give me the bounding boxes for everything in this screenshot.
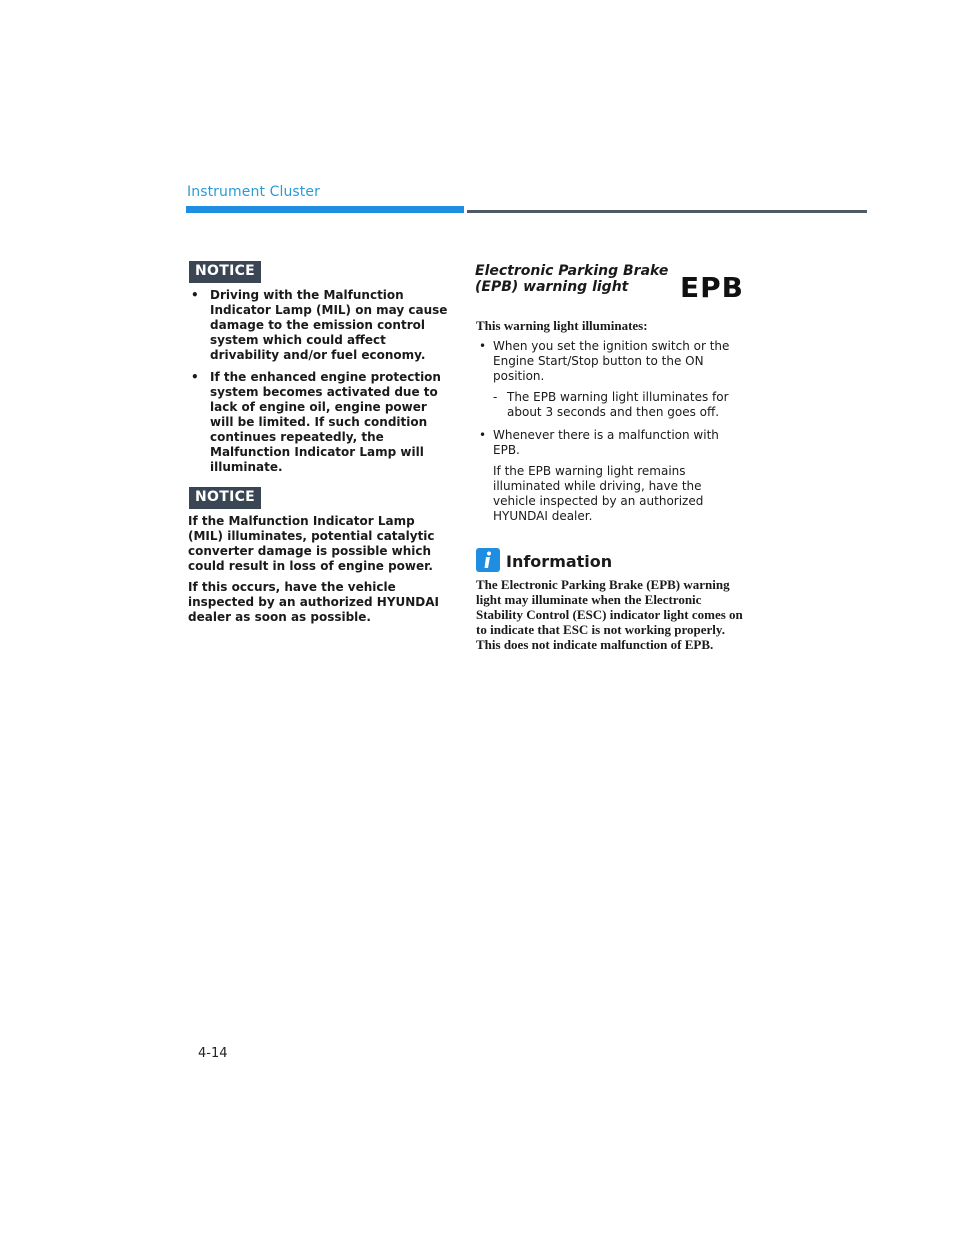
- list-item: • Driving with the Malfunction Indicator Lamp (MIL) on may cause damage to the emission control system which could affect drivability and/or fuel economy.: [188, 288, 450, 363]
- notice-badge: NOTICE: [189, 261, 261, 283]
- notice-badge: NOTICE: [189, 487, 261, 509]
- epb-list: [476, 339, 734, 524]
- list-item-paragraph: If the EPB warning light remains illuminated while driving, have the vehicle inspected by an authorized HYUNDAI dealer.: [493, 464, 704, 523]
- info-title: Information: [506, 552, 613, 571]
- header-rule: [467, 210, 867, 213]
- section-title: Instrument Cluster: [187, 184, 320, 200]
- notice-paragraph: If the Malfunction Indicator Lamp (MIL) illuminates, potential catalytic converter damage is possible which could result in loss of engine power.: [188, 514, 435, 573]
- notice-2-body: [188, 514, 450, 631]
- info-icon: [476, 548, 500, 572]
- notice-1-body: [188, 288, 450, 482]
- list-item-text: When you set the ignition switch or the Engine Start/Stop button to the ON position.: [493, 339, 730, 383]
- page-number: 4-14: [198, 1046, 228, 1061]
- info-body: The Electronic Parking Brake (EPB) warning light may illuminate when the Electronic Stability Control (ESC) indicator light comes on to indicate that ESC is not working properly. This does not indicate malfunction of EPB.: [476, 577, 743, 652]
- notice-paragraph: If this occurs, have the vehicle inspected by an authorized HYUNDAI dealer as soon as possible.: [188, 580, 440, 624]
- header-rule-accent: [186, 206, 464, 213]
- list-item: • If the enhanced engine protection system becomes activated due to lack of engine oil, engine power will be limited. If such condition continues repeatedly, the Malfunction Indicator Lamp will illuminate.: [188, 370, 450, 475]
- list-item: [476, 339, 734, 420]
- list-item-text: Whenever there is a malfunction with EPB.: [493, 428, 719, 457]
- list-item: [476, 428, 734, 524]
- sub-list-item: - The EPB warning light illuminates for about 3 seconds and then goes off.: [493, 390, 734, 420]
- epb-warning-icon: EPB: [680, 271, 744, 304]
- epb-heading: Electronic Parking Brake (EPB) warning light: [475, 263, 669, 295]
- intro-text: This warning light illuminates:: [476, 318, 648, 333]
- epb-body: [476, 318, 734, 532]
- notice-1-list: [188, 288, 450, 475]
